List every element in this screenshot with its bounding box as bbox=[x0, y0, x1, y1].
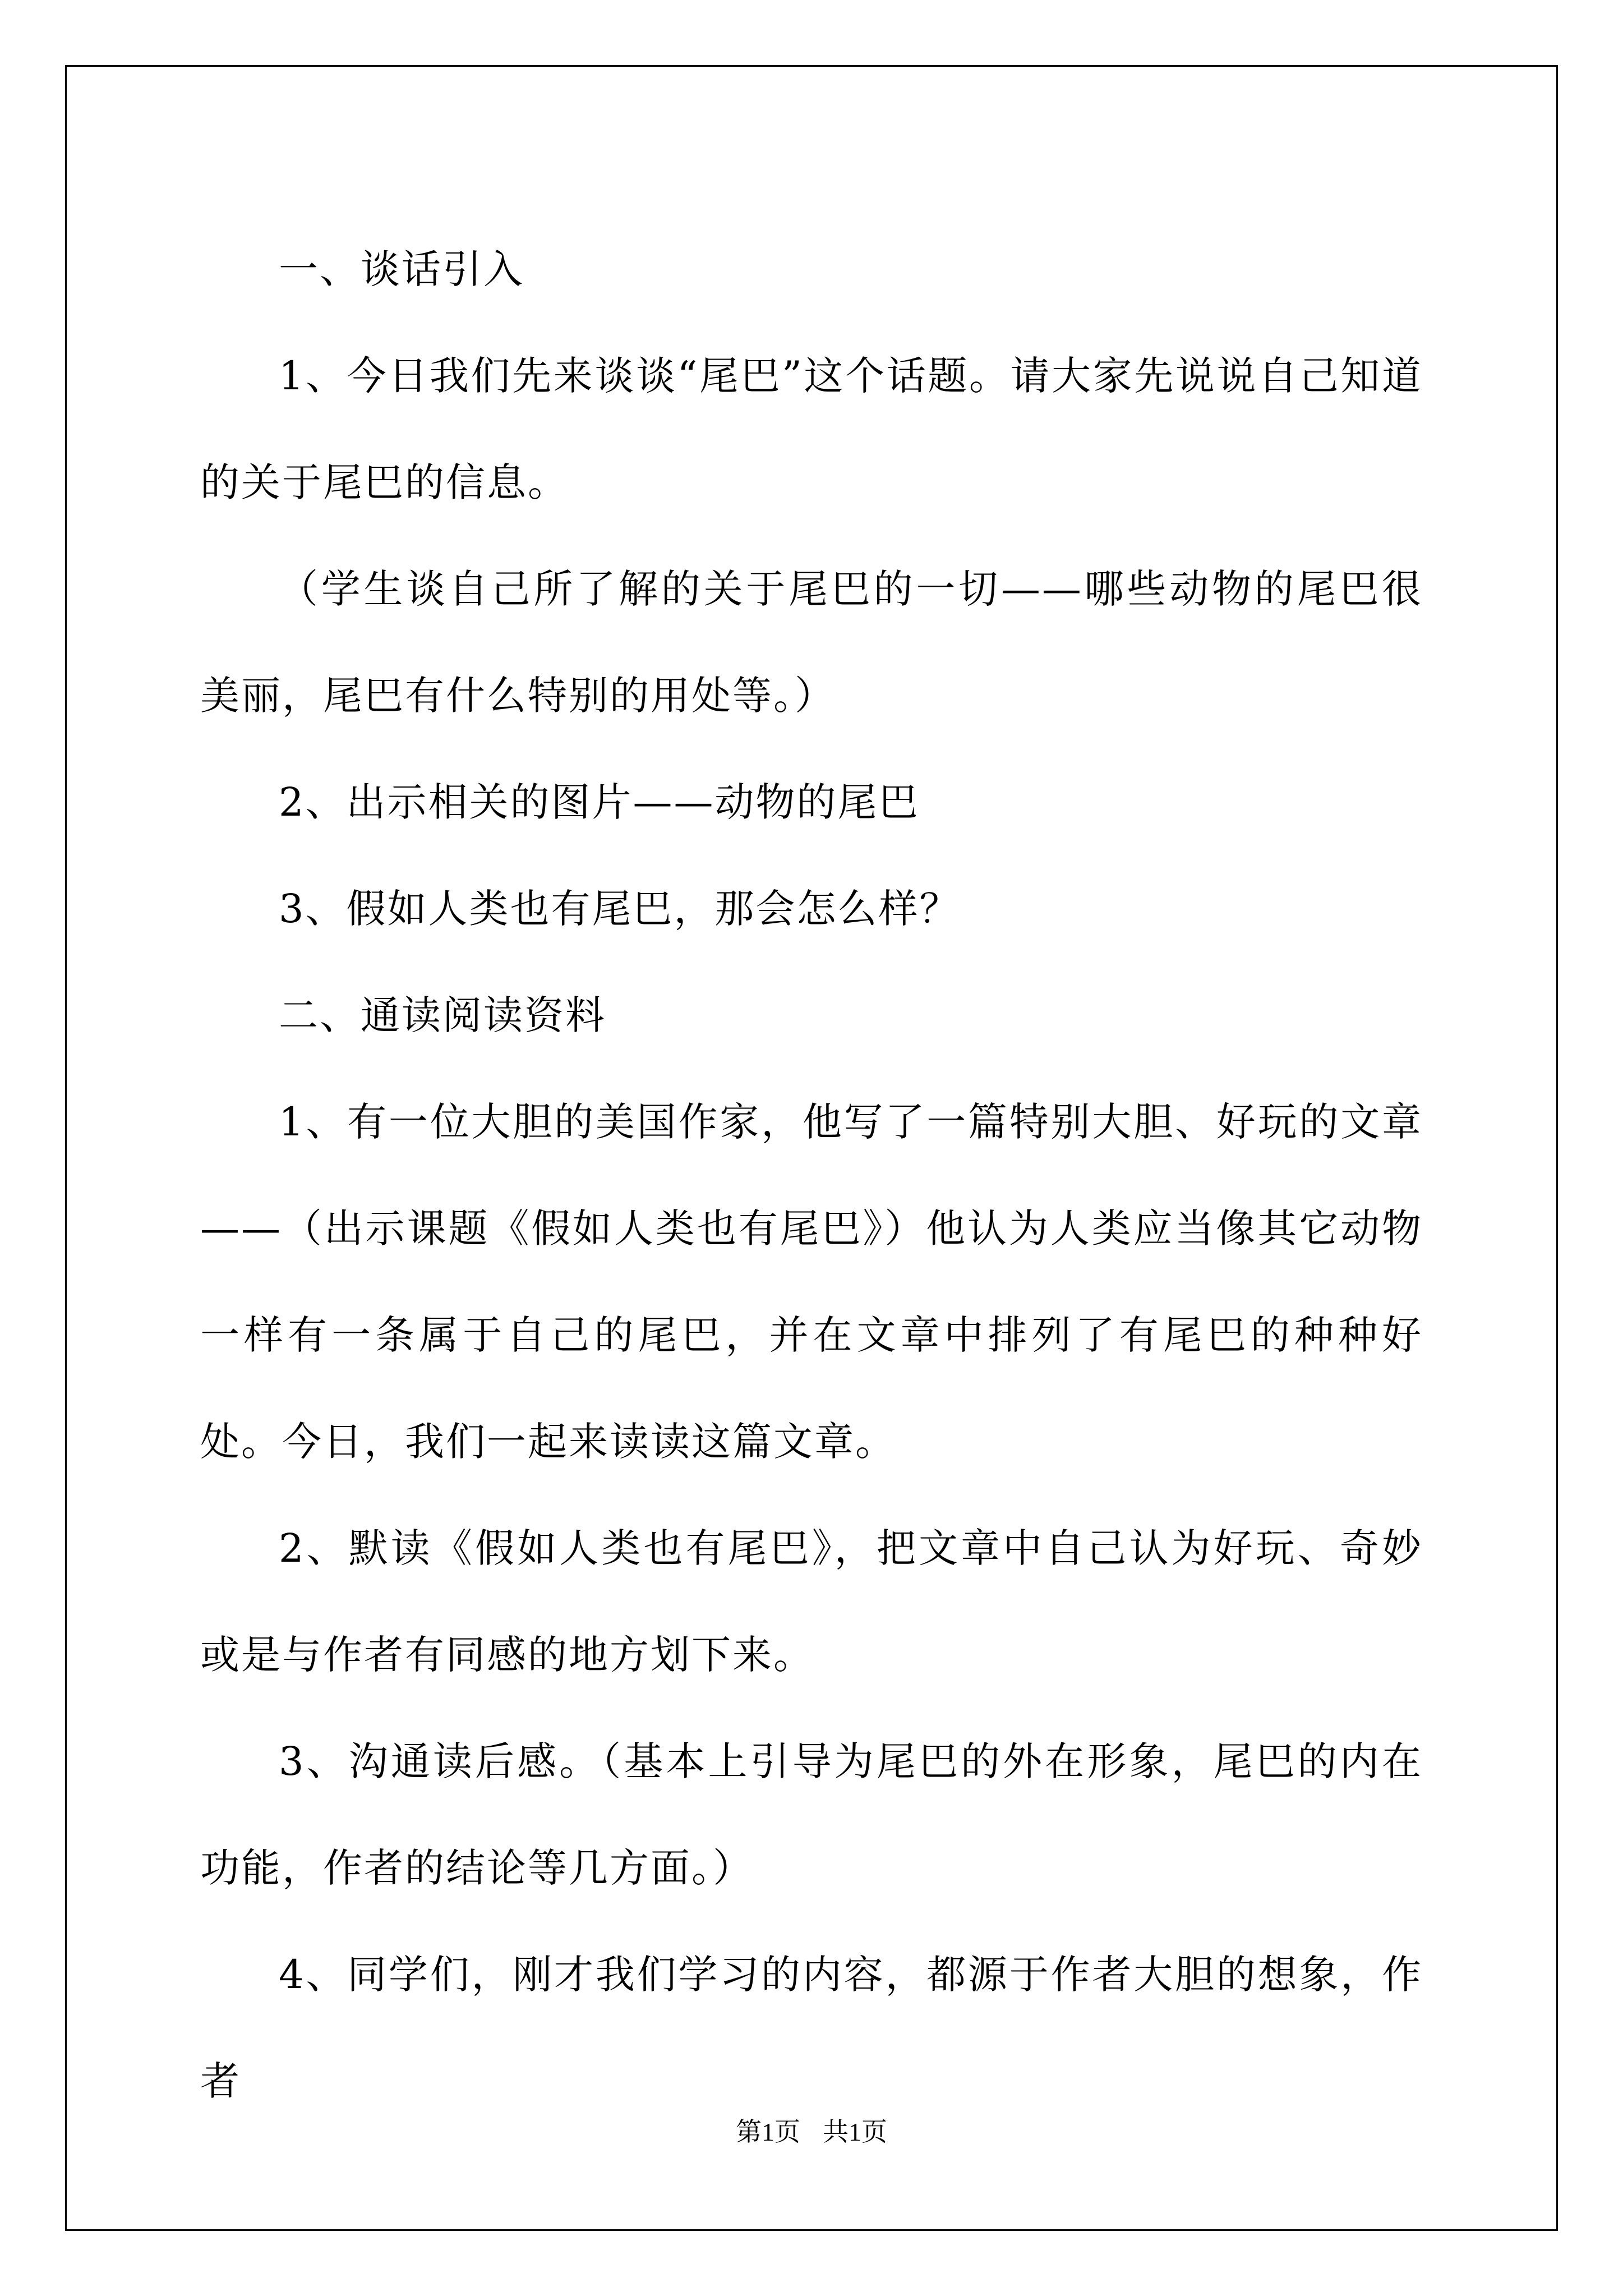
paragraph-6: 2、默读《假如人类也有尾巴》，把文章中自己认为好玩、奇妙或是与作者有同感的地方划下来。 bbox=[200, 1525, 1423, 1678]
paragraph-5: 1、有一位大胆的美国作家，他写了一篇特别大胆、好玩的文章——（出示课题《假如人类也有尾巴》）他认为人类应当像其它动物一样有一条属于自己的尾巴，并在文章中排列了有尾巴的种种好处。今日，我们一起来读读这篇文章。 bbox=[200, 1099, 1423, 1465]
heading-section-2: 二、通读阅读资料 bbox=[279, 992, 606, 1038]
paragraph-4: 3、假如人类也有尾巴，那会怎么样？ bbox=[279, 886, 961, 932]
paragraph-8: 4、同学们，刚才我们学习的内容，都源于作者大胆的想象，作者 bbox=[200, 1952, 1423, 2104]
paragraph-3: 2、出示相关的图片——动物的尾巴 bbox=[279, 779, 920, 825]
paragraph-7: 3、沟通读后感。（基本上引导为尾巴的外在形象，尾巴的内在功能，作者的结论等几方面。） bbox=[200, 1738, 1423, 1891]
heading-section-1: 一、谈话引入 bbox=[279, 246, 524, 292]
paragraph-2: （学生谈自己所了解的关于尾巴的一切——哪些动物的尾巴很美丽，尾巴有什么特别的用处等。） bbox=[200, 566, 1423, 719]
page-footer bbox=[0, 2111, 1623, 2148]
page-number-current: 第1页 bbox=[736, 2118, 800, 2146]
paragraph-1: 1、今日我们先来谈谈“尾巴”这个话题。请大家先说说自己知道的关于尾巴的信息。 bbox=[200, 353, 1423, 505]
page-number-total: 共1页 bbox=[823, 2118, 887, 2146]
document-body bbox=[200, 216, 1423, 2134]
